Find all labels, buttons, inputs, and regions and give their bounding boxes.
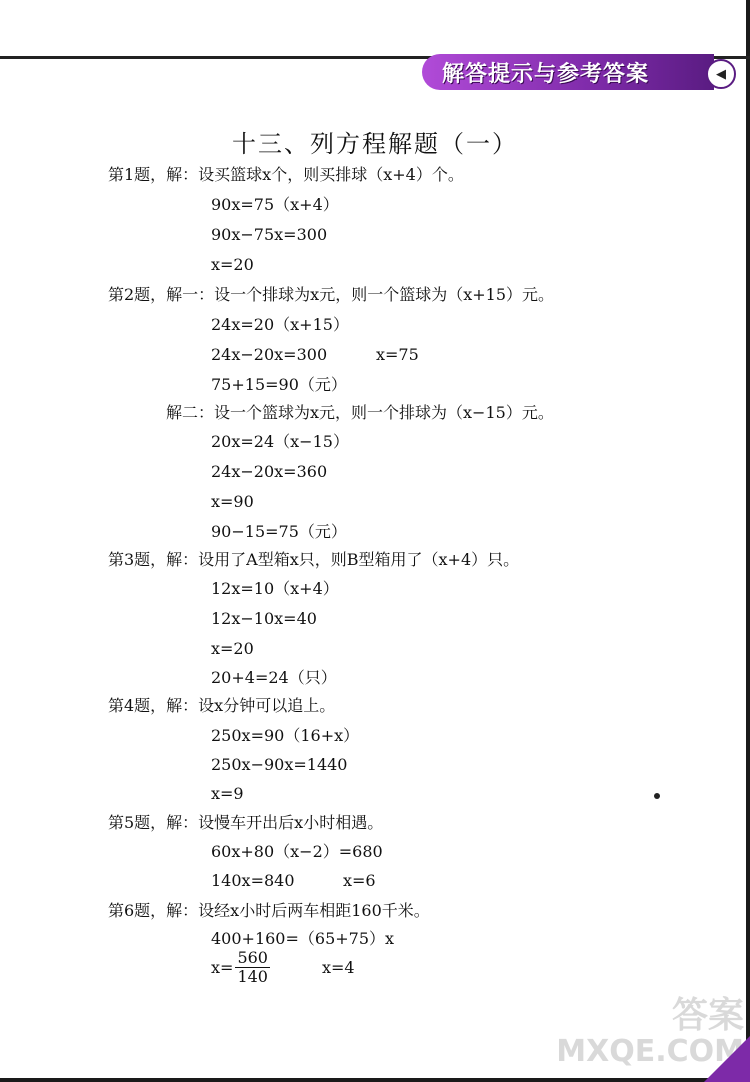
problem-3-heading: 第3题，解：设用了A型箱x只，则B型箱用了（x+4）只。 bbox=[108, 550, 520, 569]
problem-2-method-2: 解二：设一个篮球为x元，则一个排球为（x−15）元。 bbox=[166, 403, 554, 422]
equation-line: 140x=840 bbox=[211, 871, 295, 890]
problem-5-heading: 第5题，解：设慢车开出后x小时相遇。 bbox=[108, 813, 384, 832]
fraction bbox=[235, 949, 270, 986]
fraction-lhs: x= bbox=[211, 958, 234, 977]
equation-line: x=20 bbox=[211, 639, 254, 658]
fraction-numerator: 560 bbox=[237, 948, 268, 967]
equation-line: 75+15=90（元） bbox=[211, 375, 347, 394]
fraction-result: x=4 bbox=[321, 958, 355, 977]
fraction-denominator: 140 bbox=[237, 967, 268, 986]
problem-1-heading: 第1题，解：设买篮球x个，则买排球（x+4）个。 bbox=[108, 165, 464, 184]
banner-title: 解答提示与参考答案 bbox=[442, 61, 650, 87]
problem-4-heading: 第4题，解：设x分钟可以追上。 bbox=[108, 696, 336, 715]
section-banner bbox=[422, 54, 726, 90]
equation-line: 24x−20x=300 bbox=[211, 345, 328, 364]
watermark-line-1: 答案 bbox=[671, 995, 744, 1036]
equation-line: 12x=10（x+4） bbox=[211, 579, 339, 598]
fraction-equation bbox=[211, 949, 355, 986]
equation-line: 20+4=24（只） bbox=[211, 668, 337, 687]
equation-line: 250x=90（16+x） bbox=[211, 726, 360, 745]
equation-line: 20x=24（x−15） bbox=[211, 432, 349, 451]
equation-line: 24x=20（x+15） bbox=[211, 315, 349, 334]
corner-decoration bbox=[704, 1036, 750, 1082]
equation-line: 400+160=（65+75）x bbox=[211, 929, 395, 948]
left-arrow-icon: ◀ bbox=[706, 59, 736, 89]
equation-line: x=6 bbox=[343, 871, 376, 890]
equation-line: 24x−20x=360 bbox=[211, 462, 328, 481]
equation-line: 90x−75x=300 bbox=[211, 225, 328, 244]
equation-line: 12x−10x=40 bbox=[211, 609, 317, 628]
problem-2-heading: 第2题，解一：设一个排球为x元，则一个篮球为（x+15）元。 bbox=[108, 285, 554, 304]
equation-line: 90−15=75（元） bbox=[211, 522, 347, 541]
ink-dot bbox=[654, 793, 660, 799]
equation-line: x=75 bbox=[376, 345, 419, 364]
equation-line: 90x=75（x+4） bbox=[211, 195, 339, 214]
equation-line: 60x+80（x−2）=680 bbox=[211, 842, 383, 861]
equation-line: 250x−90x=1440 bbox=[211, 755, 348, 774]
equation-line: x=20 bbox=[211, 255, 254, 274]
problem-6-heading: 第6题，解：设经x小时后两车相距160千米。 bbox=[108, 901, 430, 920]
watermark-line-2: MXQE.COM bbox=[556, 1034, 744, 1069]
page-title: 十三、列方程解题（一） bbox=[232, 130, 518, 158]
equation-line: x=9 bbox=[211, 784, 244, 803]
equation-line: x=90 bbox=[211, 492, 254, 511]
